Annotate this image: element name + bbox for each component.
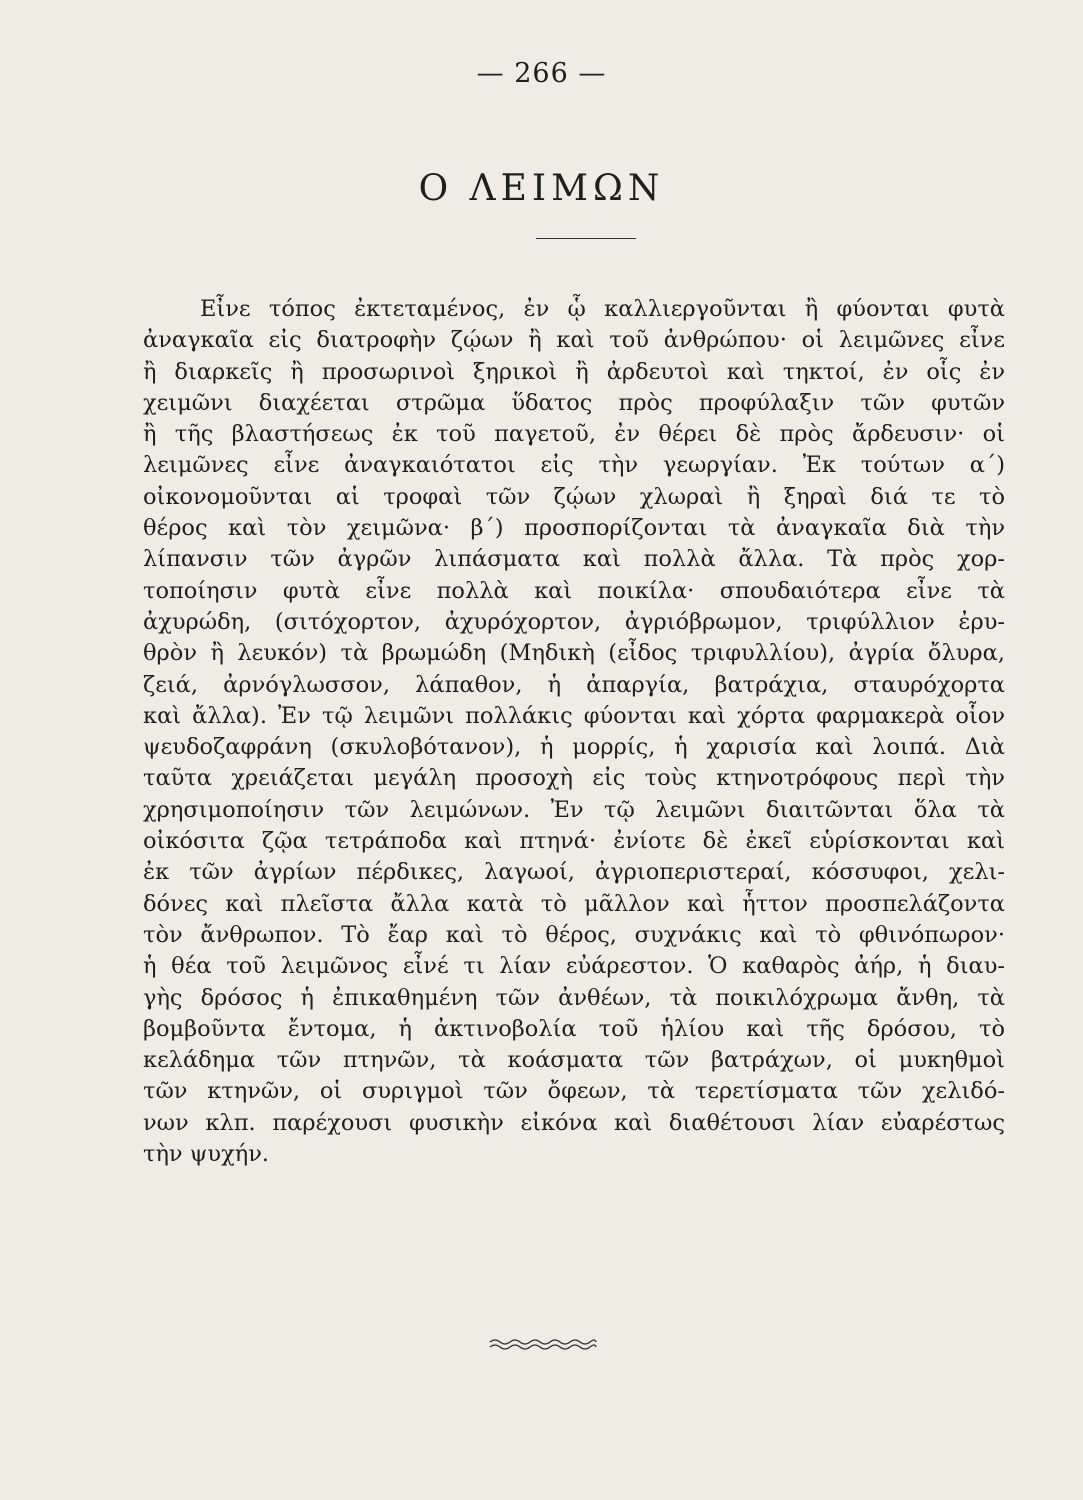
text-line: θέρος καὶ τὸν χειμῶνα· β΄) προσπορίζονται τὰ ἀναγκαῖα διὰ τὴν xyxy=(143,515,1005,542)
text-line: ἀναγκαῖα εἰς διατροφὴν ζῴων ἢ καὶ τοῦ ἀνθρώπου· οἱ λειμῶνες εἶνε xyxy=(143,327,1005,354)
text-line: ταῦτα χρειάζεται μεγάλη προσοχὴ εἰς τοὺς κτηνοτρόφους περὶ τὴν xyxy=(143,765,1005,792)
text-line: τῶν κτηνῶν, οἱ συριγμοὶ τῶν ὄφεων, τὰ τερετίσματα τῶν χελιδό- xyxy=(143,1078,1005,1105)
text-line: ζειά, ἀρνόγλωσσον, λάπαθον, ἡ ἀπαργία, βατράχια, σταυρόχορτα xyxy=(143,671,1005,698)
text-line: χρησιμοποίησιν τῶν λειμώνων. Ἐν τῷ λειμῶνι διαιτῶνται ὅλα τὰ xyxy=(143,796,1005,823)
text-line: ἡ θέα τοῦ λειμῶνος εἶνέ τι λίαν εὐάρεστον. Ὁ καθαρὸς ἀήρ, ἡ διαυ- xyxy=(143,953,1005,980)
text-line: ἢ τῆς βλαστήσεως ἐκ τοῦ παγετοῦ, ἐν θέρει δὲ πρὸς ἄρδευσιν· οἱ xyxy=(143,421,1005,448)
chapter-title: Ο ΛΕΙΜΩΝ xyxy=(418,168,665,209)
text-line: κελάδημα τῶν πτηνῶν, τὰ κοάσματα τῶν βατράχων, οἱ μυκηθμοὶ xyxy=(143,1047,1005,1074)
text-line: ἀχυρώδη, (σιτόχορτον, ἀχυρόχορτον, ἀγριόβρωμον, τριφύλλιον ἐρυ- xyxy=(143,608,1005,635)
body-paragraph xyxy=(143,294,1005,1170)
text-line: νων κλπ. παρέχουσι φυσικὴν εἰκόνα καὶ διαθέτουσι λίαν εὐαρέστως xyxy=(143,1109,1005,1136)
text-line: γὴς δρόσος ἡ ἐπικαθημένη τῶν ἀνθέων, τὰ ποικιλόχρωμα ἄνθη, τὰ xyxy=(143,984,1005,1011)
text-line: οἰκονομοῦνται αἱ τροφαὶ τῶν ζῴων χλωραὶ ἢ ξηραὶ διά τε τὸ xyxy=(143,483,1005,510)
text-line: βομβοῦντα ἔντομα, ἡ ἀκτινοβολία τοῦ ἡλίου καὶ τῆς δρόσου, τὸ xyxy=(143,1015,1005,1042)
text-line: τὴν ψυχήν. xyxy=(143,1141,270,1168)
text-line: ἐκ τῶν ἀγρίων πέρδικες, λαγωοί, ἀγριοπεριστεραί, κόσσυφοι, χελι- xyxy=(143,859,1005,886)
text-line: λίπανσιν τῶν ἀγρῶν λιπάσματα καὶ πολλὰ ἄλλα. Τὰ πρὸς χορ- xyxy=(143,546,1005,573)
title-underline xyxy=(536,238,636,239)
page-number: — 266 — xyxy=(476,58,607,89)
text-line: Εἶνε τόπος ἐκτεταμένος, ἐν ᾧ καλλιεργοῦνται ἢ φύονται φυτὰ xyxy=(200,296,1005,322)
text-line: τοποίησιν φυτὰ εἶνε πολλὰ καὶ ποικίλα· σπουδαιότερα εἶνε τὰ xyxy=(143,577,1005,604)
wavy-ornament xyxy=(488,1336,598,1352)
text-line: δόνες καὶ πλεῖστα ἄλλα κατὰ τὸ μᾶλλον καὶ ἧττον προσπελάζοντα xyxy=(143,890,1005,917)
text-line: χειμῶνι διαχέεται στρῶμα ὕδατος πρὸς προφύλαξιν τῶν φυτῶν xyxy=(143,389,1005,416)
text-line: οἰκόσιτα ζῷα τετράποδα καὶ πτηνά· ἐνίοτε δὲ ἐκεῖ εὑρίσκονται καὶ xyxy=(143,828,1005,855)
text-line: ἢ διαρκεῖς ἢ προσωρινοὶ ξηρικοὶ ἢ ἀρδευτοὶ καὶ τηκτοί, ἐν οἷς ἐν xyxy=(143,358,1005,385)
text-line: καὶ ἄλλα). Ἐν τῷ λειμῶνι πολλάκις φύονται καὶ χόρτα φαρμακερὰ οἷον xyxy=(143,702,1005,729)
text-line: λειμῶνες εἶνε ἀναγκαιότατοι εἰς τὴν γεωργίαν. Ἐκ τούτων α΄) xyxy=(143,452,1005,479)
text-line: ψευδοζαφράνη (σκυλοβότανον), ἡ μορρίς, ἡ χαρισία καὶ λοιπά. Διὰ xyxy=(143,734,1005,761)
text-line: θρὸν ἢ λευκόν) τὰ βρωμώδη (Μηδικὴ (εἶδος τριφυλλίου), ἀγρία ὄλυρα, xyxy=(143,640,1005,667)
text-line: τὸν ἄνθρωπον. Τὸ ἔαρ καὶ τὸ θέρος, συχνάκις καὶ τὸ φθινόπωρον· xyxy=(143,921,1005,948)
